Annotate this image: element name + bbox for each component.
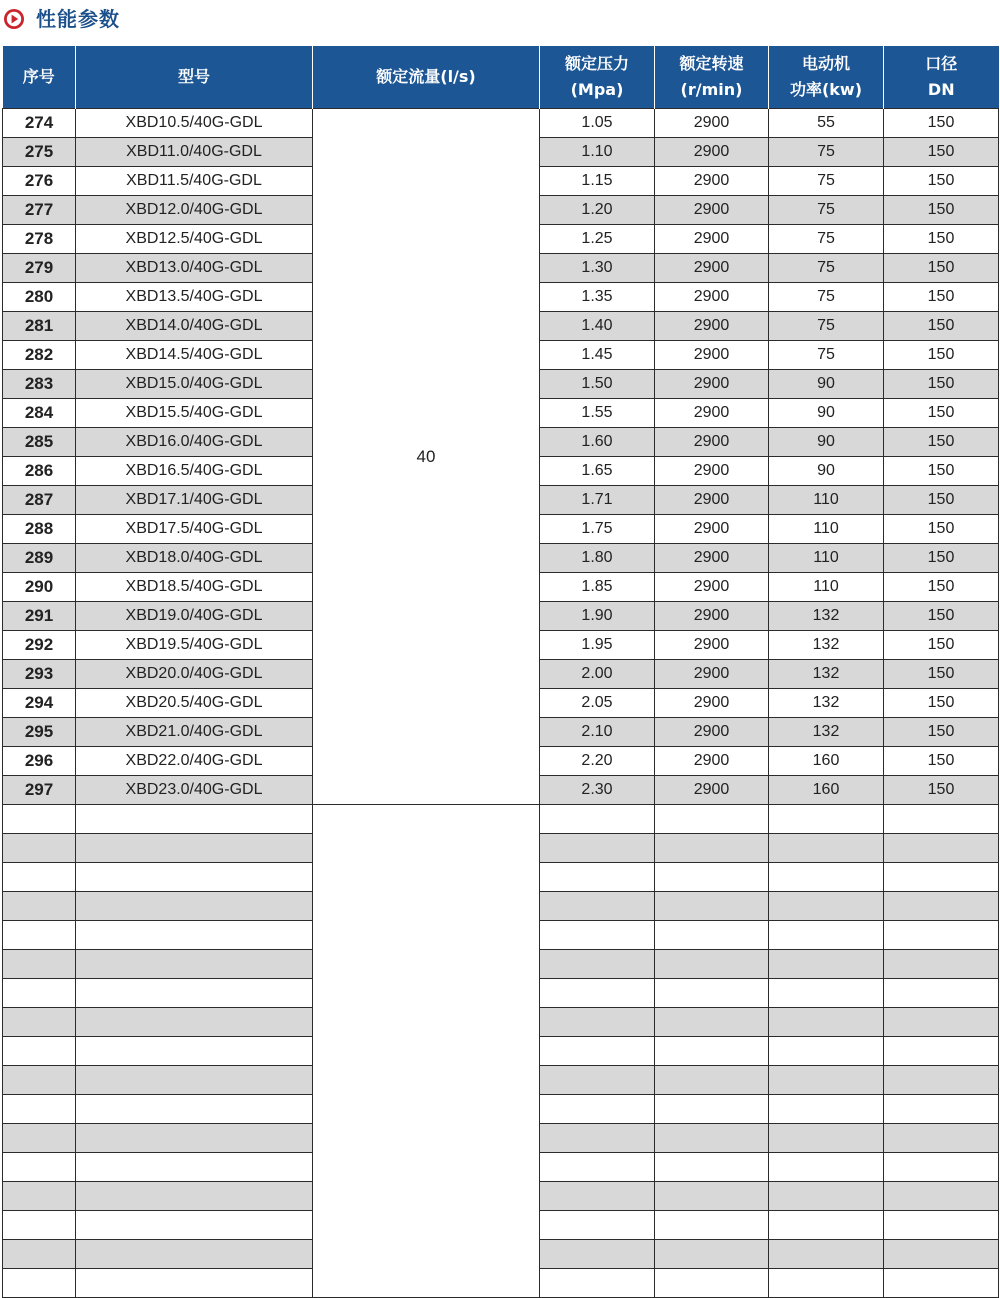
- cell-seq: [3, 892, 76, 921]
- cell-seq: 283: [3, 370, 76, 399]
- cell-seq: 285: [3, 428, 76, 457]
- cell-seq: 297: [3, 776, 76, 805]
- cell-seq: 274: [3, 109, 76, 138]
- cell-seq: 286: [3, 457, 76, 486]
- cell-pressure: [540, 1240, 655, 1269]
- cell-pressure: [540, 863, 655, 892]
- cell-pressure: 1.90: [540, 602, 655, 631]
- cell-power: 75: [769, 254, 884, 283]
- cell-power: [769, 1066, 884, 1095]
- cell-pressure: 2.30: [540, 776, 655, 805]
- cell-speed: [655, 1037, 769, 1066]
- cell-pressure: 1.75: [540, 515, 655, 544]
- cell-model: [76, 1269, 313, 1298]
- cell-dn: 150: [884, 776, 999, 805]
- cell-model: XBD18.5/40G-GDL: [76, 573, 313, 602]
- cell-dn: [884, 1240, 999, 1269]
- cell-seq: 277: [3, 196, 76, 225]
- cell-dn: [884, 834, 999, 863]
- cell-dn: [884, 1211, 999, 1240]
- cell-pressure: 1.60: [540, 428, 655, 457]
- table-header-row: [3, 46, 999, 109]
- cell-speed: [655, 834, 769, 863]
- cell-model: [76, 892, 313, 921]
- cell-seq: 279: [3, 254, 76, 283]
- cell-seq: 288: [3, 515, 76, 544]
- cell-model: XBD16.0/40G-GDL: [76, 428, 313, 457]
- cell-seq: 280: [3, 283, 76, 312]
- cell-speed: 2900: [655, 457, 769, 486]
- cell-model: [76, 1124, 313, 1153]
- cell-pressure: 2.20: [540, 747, 655, 776]
- cell-power: 132: [769, 660, 884, 689]
- cell-speed: [655, 979, 769, 1008]
- table-row: [3, 805, 999, 834]
- cell-dn: [884, 1153, 999, 1182]
- cell-seq: 281: [3, 312, 76, 341]
- cell-speed: 2900: [655, 486, 769, 515]
- cell-dn: [884, 1008, 999, 1037]
- cell-speed: 2900: [655, 399, 769, 428]
- cell-model: [76, 979, 313, 1008]
- cell-pressure: 1.25: [540, 225, 655, 254]
- cell-dn: 150: [884, 660, 999, 689]
- cell-speed: 2900: [655, 660, 769, 689]
- cell-speed: [655, 1008, 769, 1037]
- cell-model: XBD22.0/40G-GDL: [76, 747, 313, 776]
- cell-dn: [884, 921, 999, 950]
- cell-model: [76, 1153, 313, 1182]
- cell-dn: 150: [884, 515, 999, 544]
- cell-power: [769, 979, 884, 1008]
- cell-dn: 150: [884, 428, 999, 457]
- cell-pressure: 1.15: [540, 167, 655, 196]
- cell-pressure: 1.45: [540, 341, 655, 370]
- cell-power: 75: [769, 341, 884, 370]
- cell-seq: [3, 1240, 76, 1269]
- header-pressure: 额定压力 (Mpa): [540, 46, 655, 109]
- cell-speed: [655, 950, 769, 979]
- cell-dn: [884, 892, 999, 921]
- cell-seq: 295: [3, 718, 76, 747]
- cell-speed: 2900: [655, 544, 769, 573]
- cell-power: 110: [769, 573, 884, 602]
- cell-power: 55: [769, 109, 884, 138]
- cell-dn: 150: [884, 486, 999, 515]
- cell-model: XBD20.0/40G-GDL: [76, 660, 313, 689]
- cell-dn: [884, 979, 999, 1008]
- cell-model: XBD12.0/40G-GDL: [76, 196, 313, 225]
- header-dn: 口径 DN: [884, 46, 999, 109]
- cell-pressure: [540, 1066, 655, 1095]
- cell-seq: [3, 1124, 76, 1153]
- cell-dn: [884, 1182, 999, 1211]
- cell-speed: 2900: [655, 573, 769, 602]
- cell-seq: 292: [3, 631, 76, 660]
- cell-speed: [655, 1066, 769, 1095]
- cell-power: 75: [769, 138, 884, 167]
- cell-pressure: [540, 1269, 655, 1298]
- cell-dn: [884, 1037, 999, 1066]
- cell-power: 75: [769, 225, 884, 254]
- cell-pressure: 1.85: [540, 573, 655, 602]
- cell-dn: 150: [884, 341, 999, 370]
- table-body: [3, 109, 999, 1298]
- cell-dn: [884, 1124, 999, 1153]
- cell-flow: 40: [313, 109, 540, 805]
- header-power: 电动机 功率(kw): [769, 46, 884, 109]
- cell-dn: 150: [884, 399, 999, 428]
- cell-seq: [3, 863, 76, 892]
- cell-dn: 150: [884, 370, 999, 399]
- cell-pressure: [540, 950, 655, 979]
- cell-model: XBD10.5/40G-GDL: [76, 109, 313, 138]
- cell-speed: 2900: [655, 370, 769, 399]
- cell-pressure: 1.35: [540, 283, 655, 312]
- cell-speed: [655, 1269, 769, 1298]
- section-title: 性能参数: [36, 7, 120, 31]
- cell-power: [769, 863, 884, 892]
- cell-model: [76, 950, 313, 979]
- cell-seq: [3, 921, 76, 950]
- cell-seq: 290: [3, 573, 76, 602]
- cell-dn: 150: [884, 747, 999, 776]
- cell-seq: [3, 979, 76, 1008]
- cell-dn: 150: [884, 718, 999, 747]
- cell-model: [76, 805, 313, 834]
- cell-model: XBD18.0/40G-GDL: [76, 544, 313, 573]
- cell-speed: 2900: [655, 167, 769, 196]
- cell-dn: [884, 1066, 999, 1095]
- cell-model: [76, 1037, 313, 1066]
- cell-power: [769, 834, 884, 863]
- cell-speed: 2900: [655, 515, 769, 544]
- performance-table: [2, 46, 999, 1298]
- cell-pressure: [540, 1124, 655, 1153]
- cell-power: 90: [769, 428, 884, 457]
- cell-dn: 150: [884, 312, 999, 341]
- cell-pressure: 2.05: [540, 689, 655, 718]
- cell-pressure: 2.00: [540, 660, 655, 689]
- cell-model: XBD16.5/40G-GDL: [76, 457, 313, 486]
- cell-model: XBD21.0/40G-GDL: [76, 718, 313, 747]
- cell-pressure: [540, 1008, 655, 1037]
- cell-model: XBD13.5/40G-GDL: [76, 283, 313, 312]
- cell-seq: [3, 1153, 76, 1182]
- cell-power: [769, 1095, 884, 1124]
- cell-power: [769, 1124, 884, 1153]
- cell-power: [769, 1269, 884, 1298]
- cell-speed: [655, 1153, 769, 1182]
- cell-model: XBD19.5/40G-GDL: [76, 631, 313, 660]
- cell-speed: 2900: [655, 631, 769, 660]
- cell-power: [769, 950, 884, 979]
- cell-dn: 150: [884, 196, 999, 225]
- cell-seq: [3, 1269, 76, 1298]
- cell-pressure: 1.05: [540, 109, 655, 138]
- cell-model: XBD17.5/40G-GDL: [76, 515, 313, 544]
- cell-seq: 289: [3, 544, 76, 573]
- cell-seq: 293: [3, 660, 76, 689]
- cell-seq: [3, 1008, 76, 1037]
- cell-seq: 294: [3, 689, 76, 718]
- cell-pressure: [540, 1037, 655, 1066]
- cell-pressure: [540, 834, 655, 863]
- cell-speed: [655, 1240, 769, 1269]
- cell-model: [76, 921, 313, 950]
- cell-power: 110: [769, 486, 884, 515]
- cell-seq: 287: [3, 486, 76, 515]
- cell-pressure: 1.50: [540, 370, 655, 399]
- cell-model: [76, 1066, 313, 1095]
- cell-pressure: 1.40: [540, 312, 655, 341]
- cell-pressure: 1.20: [540, 196, 655, 225]
- cell-speed: [655, 1095, 769, 1124]
- table-row: [3, 109, 999, 138]
- cell-seq: 276: [3, 167, 76, 196]
- cell-seq: 296: [3, 747, 76, 776]
- cell-dn: [884, 1095, 999, 1124]
- cell-model: XBD19.0/40G-GDL: [76, 602, 313, 631]
- cell-model: XBD11.0/40G-GDL: [76, 138, 313, 167]
- cell-power: 132: [769, 631, 884, 660]
- cell-power: 132: [769, 689, 884, 718]
- cell-model: XBD20.5/40G-GDL: [76, 689, 313, 718]
- cell-dn: [884, 805, 999, 834]
- cell-model: XBD15.5/40G-GDL: [76, 399, 313, 428]
- cell-speed: [655, 1211, 769, 1240]
- cell-dn: 150: [884, 283, 999, 312]
- cell-pressure: 1.65: [540, 457, 655, 486]
- cell-seq: 282: [3, 341, 76, 370]
- cell-dn: 150: [884, 138, 999, 167]
- cell-power: 75: [769, 167, 884, 196]
- cell-power: [769, 1182, 884, 1211]
- cell-speed: [655, 892, 769, 921]
- cell-power: 90: [769, 399, 884, 428]
- cell-seq: [3, 805, 76, 834]
- cell-seq: [3, 1182, 76, 1211]
- cell-speed: 2900: [655, 776, 769, 805]
- cell-pressure: [540, 921, 655, 950]
- cell-model: XBD12.5/40G-GDL: [76, 225, 313, 254]
- cell-power: 160: [769, 747, 884, 776]
- cell-model: [76, 1008, 313, 1037]
- cell-speed: 2900: [655, 602, 769, 631]
- cell-dn: 150: [884, 573, 999, 602]
- cell-speed: 2900: [655, 341, 769, 370]
- cell-power: 132: [769, 602, 884, 631]
- cell-model: [76, 1240, 313, 1269]
- cell-pressure: 1.10: [540, 138, 655, 167]
- cell-model: XBD17.1/40G-GDL: [76, 486, 313, 515]
- cell-speed: 2900: [655, 312, 769, 341]
- cell-power: 90: [769, 457, 884, 486]
- cell-pressure: 1.95: [540, 631, 655, 660]
- cell-dn: 150: [884, 544, 999, 573]
- cell-speed: 2900: [655, 225, 769, 254]
- cell-power: 160: [769, 776, 884, 805]
- cell-model: [76, 863, 313, 892]
- header-model: 型号: [76, 46, 313, 109]
- cell-model: [76, 1095, 313, 1124]
- cell-power: [769, 921, 884, 950]
- cell-seq: [3, 950, 76, 979]
- cell-dn: [884, 863, 999, 892]
- cell-pressure: [540, 1153, 655, 1182]
- cell-power: 90: [769, 370, 884, 399]
- cell-speed: [655, 1182, 769, 1211]
- header-speed: 额定转速 (r/min): [655, 46, 769, 109]
- cell-model: XBD14.0/40G-GDL: [76, 312, 313, 341]
- cell-model: [76, 834, 313, 863]
- header-seq: 序号: [3, 46, 76, 109]
- cell-seq: [3, 1211, 76, 1240]
- cell-power: [769, 1008, 884, 1037]
- cell-dn: [884, 1269, 999, 1298]
- cell-speed: 2900: [655, 109, 769, 138]
- cell-seq: [3, 1066, 76, 1095]
- cell-dn: [884, 950, 999, 979]
- cell-speed: [655, 863, 769, 892]
- cell-speed: 2900: [655, 689, 769, 718]
- cell-pressure: [540, 892, 655, 921]
- cell-flow-empty: [313, 805, 540, 1298]
- cell-pressure: [540, 1211, 655, 1240]
- cell-seq: [3, 834, 76, 863]
- cell-dn: 150: [884, 109, 999, 138]
- header-flow: 额定流量(l/s): [313, 46, 540, 109]
- cell-model: XBD23.0/40G-GDL: [76, 776, 313, 805]
- cell-power: [769, 892, 884, 921]
- cell-seq: [3, 1095, 76, 1124]
- cell-speed: 2900: [655, 428, 769, 457]
- cell-power: [769, 1153, 884, 1182]
- cell-model: XBD13.0/40G-GDL: [76, 254, 313, 283]
- cell-dn: 150: [884, 602, 999, 631]
- cell-power: 75: [769, 196, 884, 225]
- cell-dn: 150: [884, 689, 999, 718]
- cell-pressure: 1.30: [540, 254, 655, 283]
- cell-pressure: 2.10: [540, 718, 655, 747]
- cell-speed: 2900: [655, 196, 769, 225]
- cell-power: 75: [769, 312, 884, 341]
- cell-speed: [655, 805, 769, 834]
- cell-model: XBD15.0/40G-GDL: [76, 370, 313, 399]
- cell-seq: 278: [3, 225, 76, 254]
- cell-seq: 275: [3, 138, 76, 167]
- cell-seq: 284: [3, 399, 76, 428]
- cell-dn: 150: [884, 167, 999, 196]
- cell-power: 75: [769, 283, 884, 312]
- cell-pressure: [540, 979, 655, 1008]
- cell-power: [769, 805, 884, 834]
- cell-dn: 150: [884, 225, 999, 254]
- cell-dn: 150: [884, 254, 999, 283]
- cell-model: [76, 1182, 313, 1211]
- cell-speed: [655, 1124, 769, 1153]
- cell-speed: 2900: [655, 718, 769, 747]
- cell-pressure: [540, 1182, 655, 1211]
- cell-speed: [655, 921, 769, 950]
- cell-dn: 150: [884, 631, 999, 660]
- cell-power: [769, 1211, 884, 1240]
- cell-speed: 2900: [655, 283, 769, 312]
- cell-speed: 2900: [655, 138, 769, 167]
- cell-power: 110: [769, 544, 884, 573]
- cell-pressure: [540, 805, 655, 834]
- cell-power: [769, 1037, 884, 1066]
- cell-power: 110: [769, 515, 884, 544]
- cell-power: [769, 1240, 884, 1269]
- cell-seq: [3, 1037, 76, 1066]
- cell-speed: 2900: [655, 747, 769, 776]
- cell-pressure: 1.71: [540, 486, 655, 515]
- cell-pressure: 1.55: [540, 399, 655, 428]
- cell-model: XBD14.5/40G-GDL: [76, 341, 313, 370]
- cell-speed: 2900: [655, 254, 769, 283]
- cell-pressure: 1.80: [540, 544, 655, 573]
- play-circle-icon: [3, 8, 25, 30]
- cell-pressure: [540, 1095, 655, 1124]
- section-header: [0, 0, 1000, 46]
- cell-power: 132: [769, 718, 884, 747]
- cell-model: XBD11.5/40G-GDL: [76, 167, 313, 196]
- cell-dn: 150: [884, 457, 999, 486]
- cell-model: [76, 1211, 313, 1240]
- cell-seq: 291: [3, 602, 76, 631]
